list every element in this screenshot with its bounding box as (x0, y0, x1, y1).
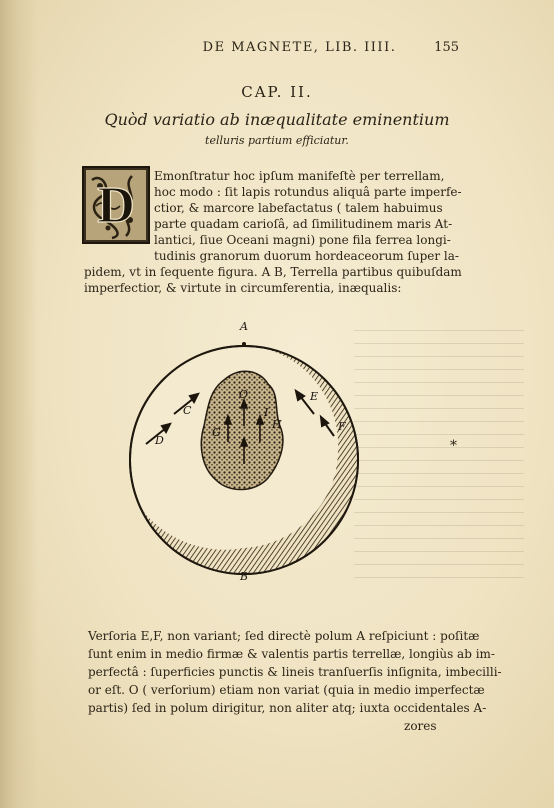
paragraph-2-catchword: zores (404, 719, 437, 733)
decorated-initial (82, 166, 150, 244)
paragraph-1-line: pidem, vt in ſequente figura. A B, Terrella partibus quibuſdam (84, 265, 462, 279)
initial-letter: D (97, 177, 135, 234)
figure-label-b: B (240, 570, 249, 583)
figure-label-e: E (310, 390, 319, 403)
figure-label-o: O (239, 388, 249, 401)
figure-label-g: G (212, 426, 221, 439)
bleed-through-text (354, 330, 524, 590)
terrella-diagram (128, 326, 366, 584)
figure-label-f: F (338, 420, 346, 433)
paragraph-2-line: ſunt enim in medio firmæ & valentis partis terrellæ, longiùs ab im- (88, 647, 495, 661)
paragraph-1-line: Emonſtratur hoc ipſum manifeſtè per terrellam, (154, 169, 445, 183)
paragraph-1-line: hoc modo : ſit lapis rotundus aliquâ parte imperfe- (154, 185, 462, 199)
figure-label-i: I (264, 406, 269, 419)
chapter-title-line-1: Quòd variatio ab inæqualitate eminentium (104, 110, 450, 129)
terrella-figure (128, 320, 366, 584)
paragraph-1-line: lantici, ſiue Oceani magni) pone fila ferrea longi- (154, 233, 451, 247)
chapter-title-line-2: telluris partium efficiatur. (205, 134, 349, 147)
paragraph-2-line: perfectâ : ſuperficies punctis & lineis tranſuerſis inſignita, imbecilli- (88, 665, 502, 679)
margin-asterisk: * (450, 438, 457, 454)
figure-label-c: C (183, 404, 192, 417)
paragraph-1-line: ctior, & marcore labefactatus ( talem habuimus (154, 201, 443, 215)
paragraph-2-line: Verſoria E,F, non variant; ſed directè polum A reſpiciunt : poſitæ (88, 629, 480, 643)
paragraph-1-line: parte quadam carioſâ, ad ſimilitudinem maris At- (154, 217, 453, 231)
figure-label-d: D (155, 434, 164, 447)
paragraph-1-line: tudinis granorum duorum hordeaceorum ſuper la- (154, 249, 459, 263)
paragraph-1-line: imperfectior, & virtute in circumferentia, inæqualis: (84, 281, 402, 295)
running-title: DE MAGNETE, LIB. IIII. (202, 40, 397, 55)
figure-label-h: H (272, 418, 282, 431)
paragraph-2-line: partis) ſed in polum dirigitur, non aliter atq; iuxta occidentales A- (88, 701, 487, 715)
figure-label-a: A (240, 320, 248, 333)
initial-ornament (82, 166, 150, 244)
page-number: 155 (434, 40, 459, 55)
paragraph-2-line: or eſt. O ( verſorium) etiam non variat (quia in medio imperfectæ (88, 683, 485, 697)
chapter-number: CAP. II. (241, 83, 313, 101)
